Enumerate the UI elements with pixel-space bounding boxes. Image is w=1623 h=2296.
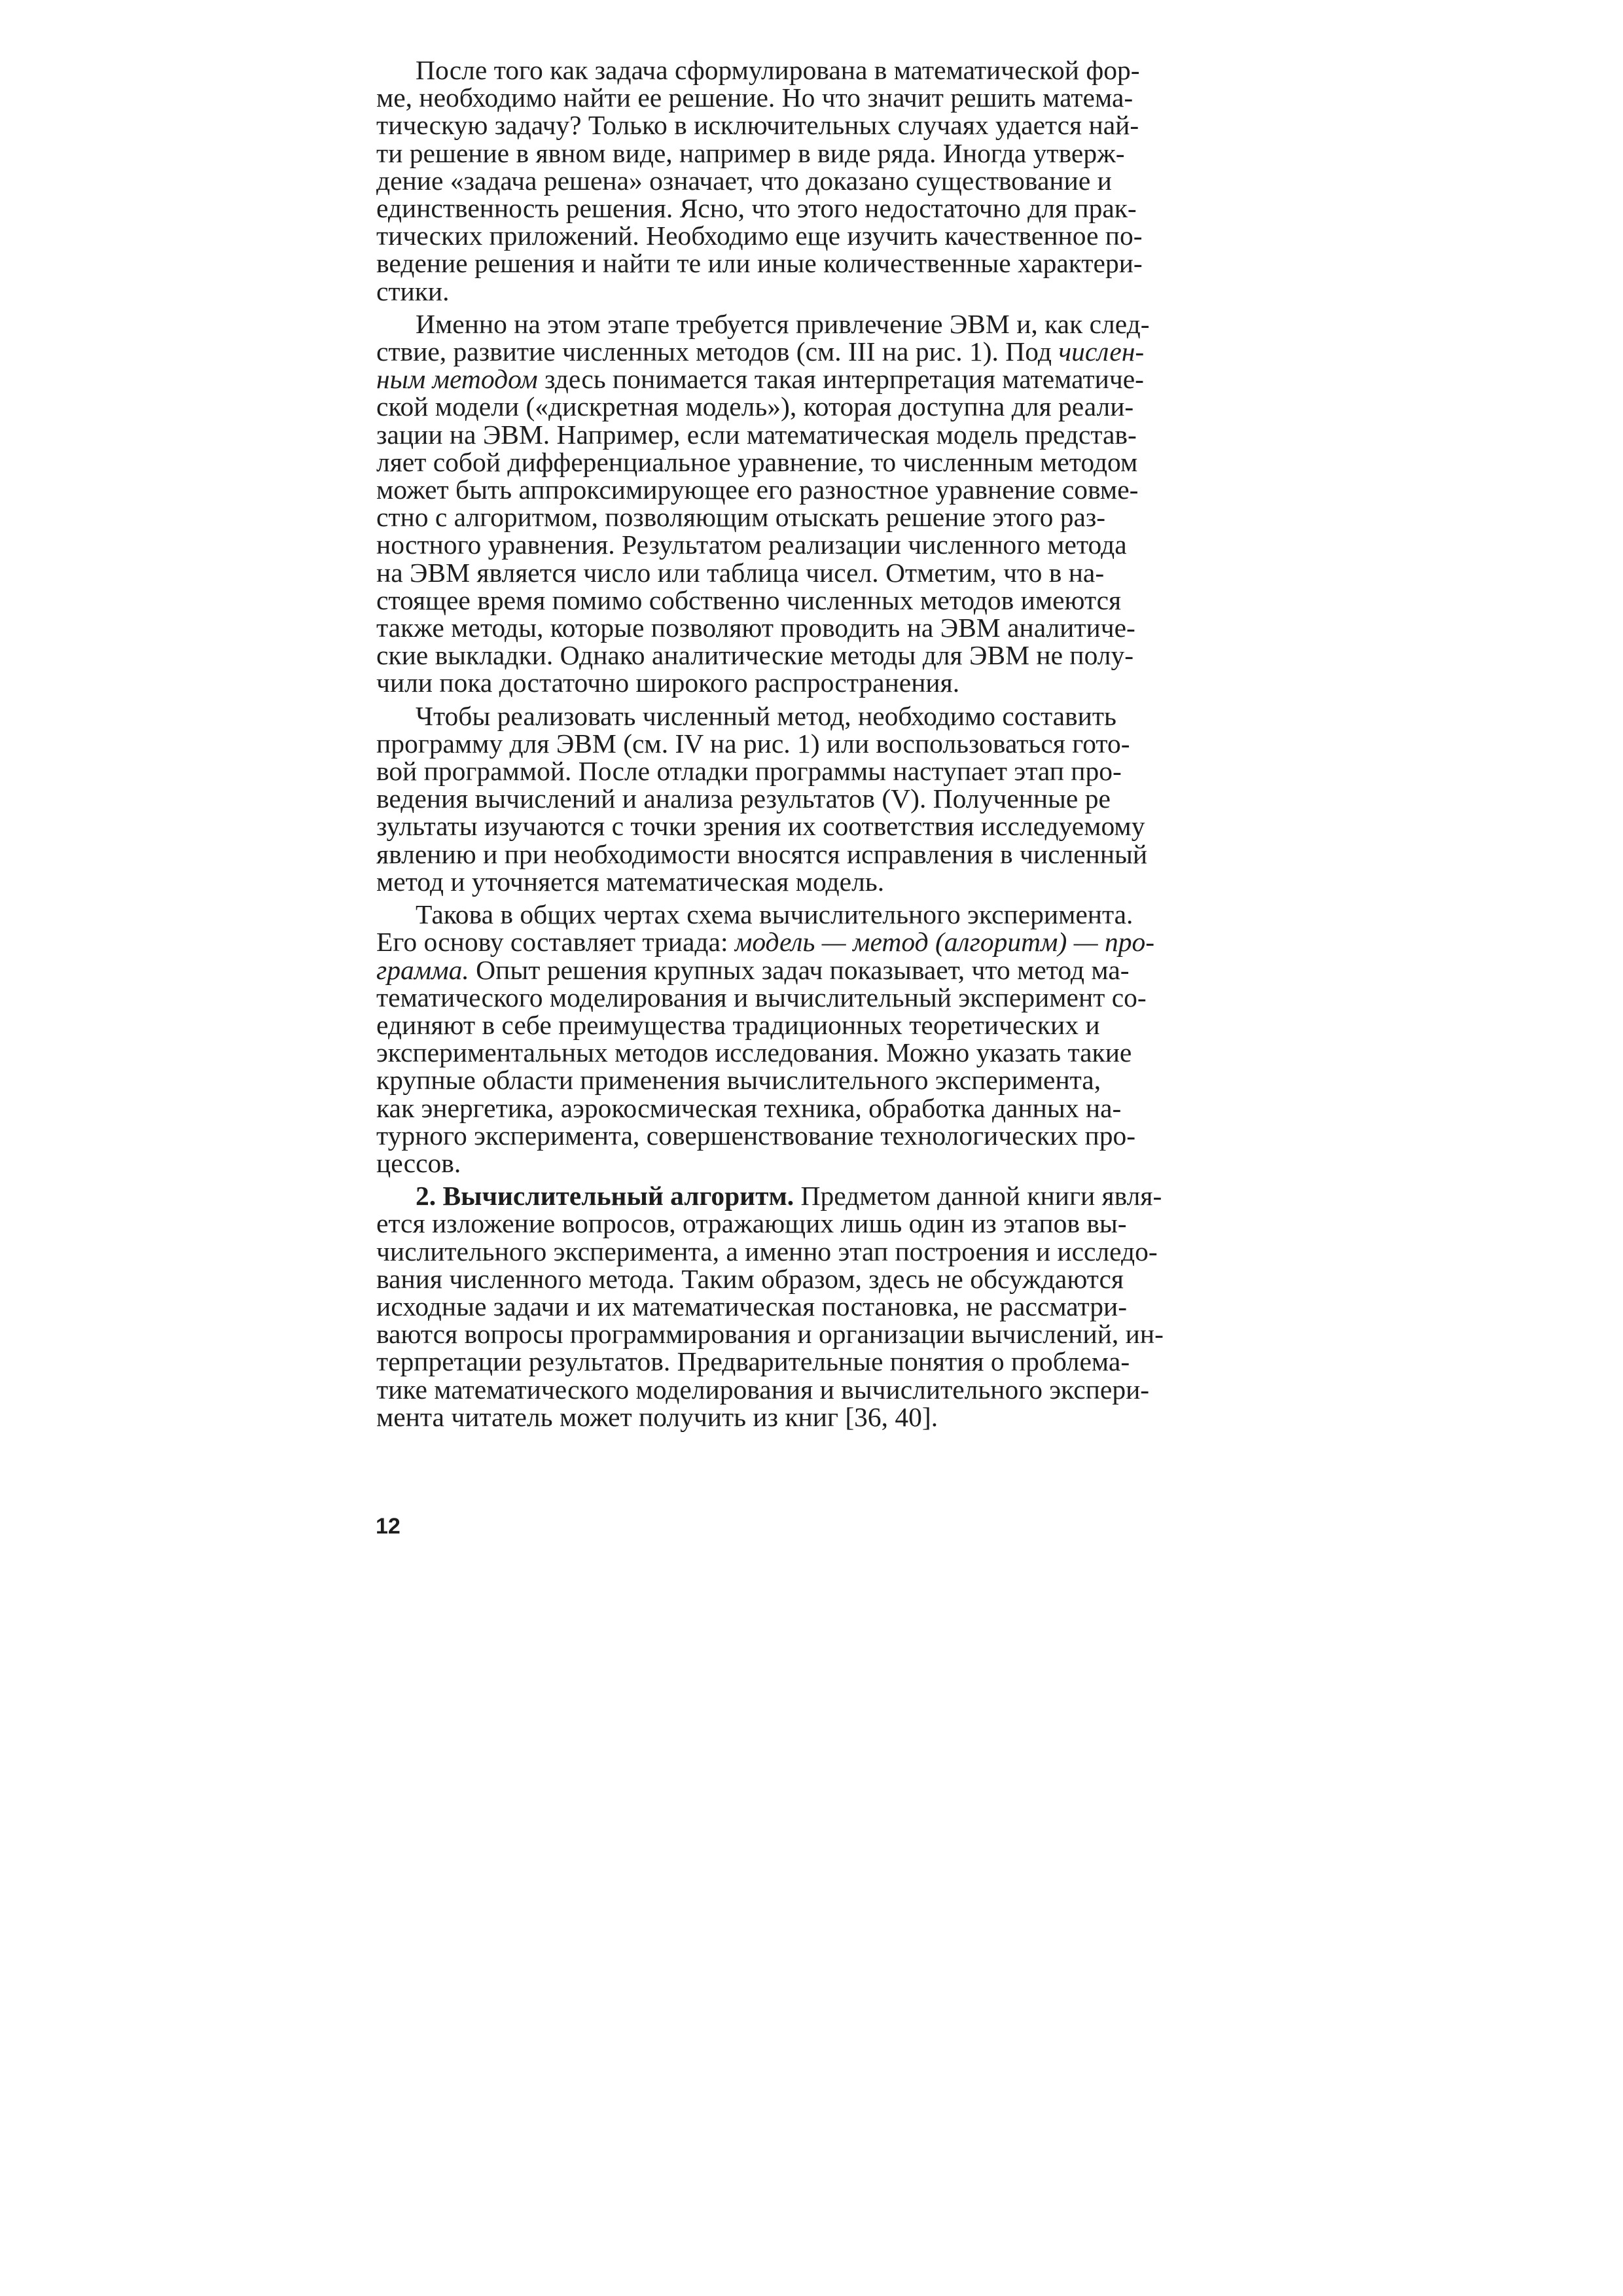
paragraph-5-text: Предметом данной книги явля- ется изложение вопросов, отражающих лишь один из этапов вы- числительного эксперимента, а именно этап построения и исследо- вания численного метода. Таким образом, здесь не обсуждаются исходные задачи и их математическая постановка, не рассматри- ваются вопросы программирования и организации вычислений, ин- терпретации результатов. Предварительные понятия о проблема- тике математического моделирования и вычислительного экспери- мента читатель может получить из книг [36, 40].	[376, 1181, 1164, 1432]
paragraph-4-text-after: Опыт решения крупных задач показывает, что метод ма- тематического моделирования и вычислительный эксперимент со- единяют в себе преимущества традиционных теоретических и экспериментальных методов исследования. Можно указать такие крупные области применения вычислительного эксперимента, как энергетика, аэрокосмическая техника, обработка данных на- турного эксперимента, совершенствование технологических про- цессов.	[376, 954, 1147, 1178]
section-heading: 2. Вычислительный алгоритм.	[416, 1181, 794, 1211]
body-text	[376, 56, 1293, 1431]
paragraph-4-text-before: Такова в общих чертах схема вычислительного эксперимента. Его основу составляет триада:	[376, 899, 1133, 958]
paragraph-1	[376, 56, 1293, 305]
paragraph-2	[376, 310, 1293, 697]
paragraph-1-text: После того как задача сформулирована в математической фор- ме, необходимо найти ее решение. Но что значит решить матема- тическую задачу? Только в исключительных случаях удается най- ти решение в явном виде, например в виде ряда. Иногда утверж- дение «задача решена» означает, что доказано существование и единственность решения. Ясно, что этого недостаточно для прак- тических приложений. Необходимо еще изучить качественное по- ведение решения и найти те или иные количественные характери- стики.	[376, 55, 1143, 306]
paragraph-3	[376, 702, 1293, 895]
paragraph-3-text: Чтобы реализовать численный метод, необходимо составить программу для ЭВМ (см. IV на рис. 1) или воспользоваться гото- вой программой. После отладки программы наступает этап про- ведения вычислений и анализа результатов (V). Полученные ре зультаты изучаются с точки зрения их соответствия исследуемому явлению и при необходимости вносятся исправления в численный метод и уточняется математическая модель.	[376, 700, 1148, 897]
paragraph-4	[376, 901, 1293, 1177]
page-number: 12	[376, 1514, 401, 1539]
paragraph-5	[376, 1182, 1293, 1431]
paragraph-2-text-before: Именно на этом этапе требуется привлечение ЭВМ и, как след- ствие, развитие численных методов (см. III на рис. 1). Под	[376, 308, 1150, 367]
term-numerical-method: числен- ным методом	[376, 336, 1145, 395]
term-model-method-program: модель — метод (алгоритм) — про- грамма.	[376, 927, 1155, 985]
paragraph-2-text-after: здесь понимается такая интерпретация математиче- ской модели («дискретная модель»), которая доступна для реали- зации на ЭВМ. Например, если математическая модель представ- ляет собой дифференциальное уравнение, то численным методом может быть аппроксимирующее его разностное уравнение совме- стно с алгоритмом, позволяющим отыскать решение этого раз- ностного уравнения. Результатом реализации численного метода на ЭВМ является число или таблица чисел. Отметим, что в на- стоящее время помимо собственно численных методов имеются также методы, которые позволяют проводить на ЭВМ аналитиче- ские выкладки. Однако аналитические методы для ЭВМ не полу- чили пока достаточно широкого распространения.	[376, 364, 1144, 698]
